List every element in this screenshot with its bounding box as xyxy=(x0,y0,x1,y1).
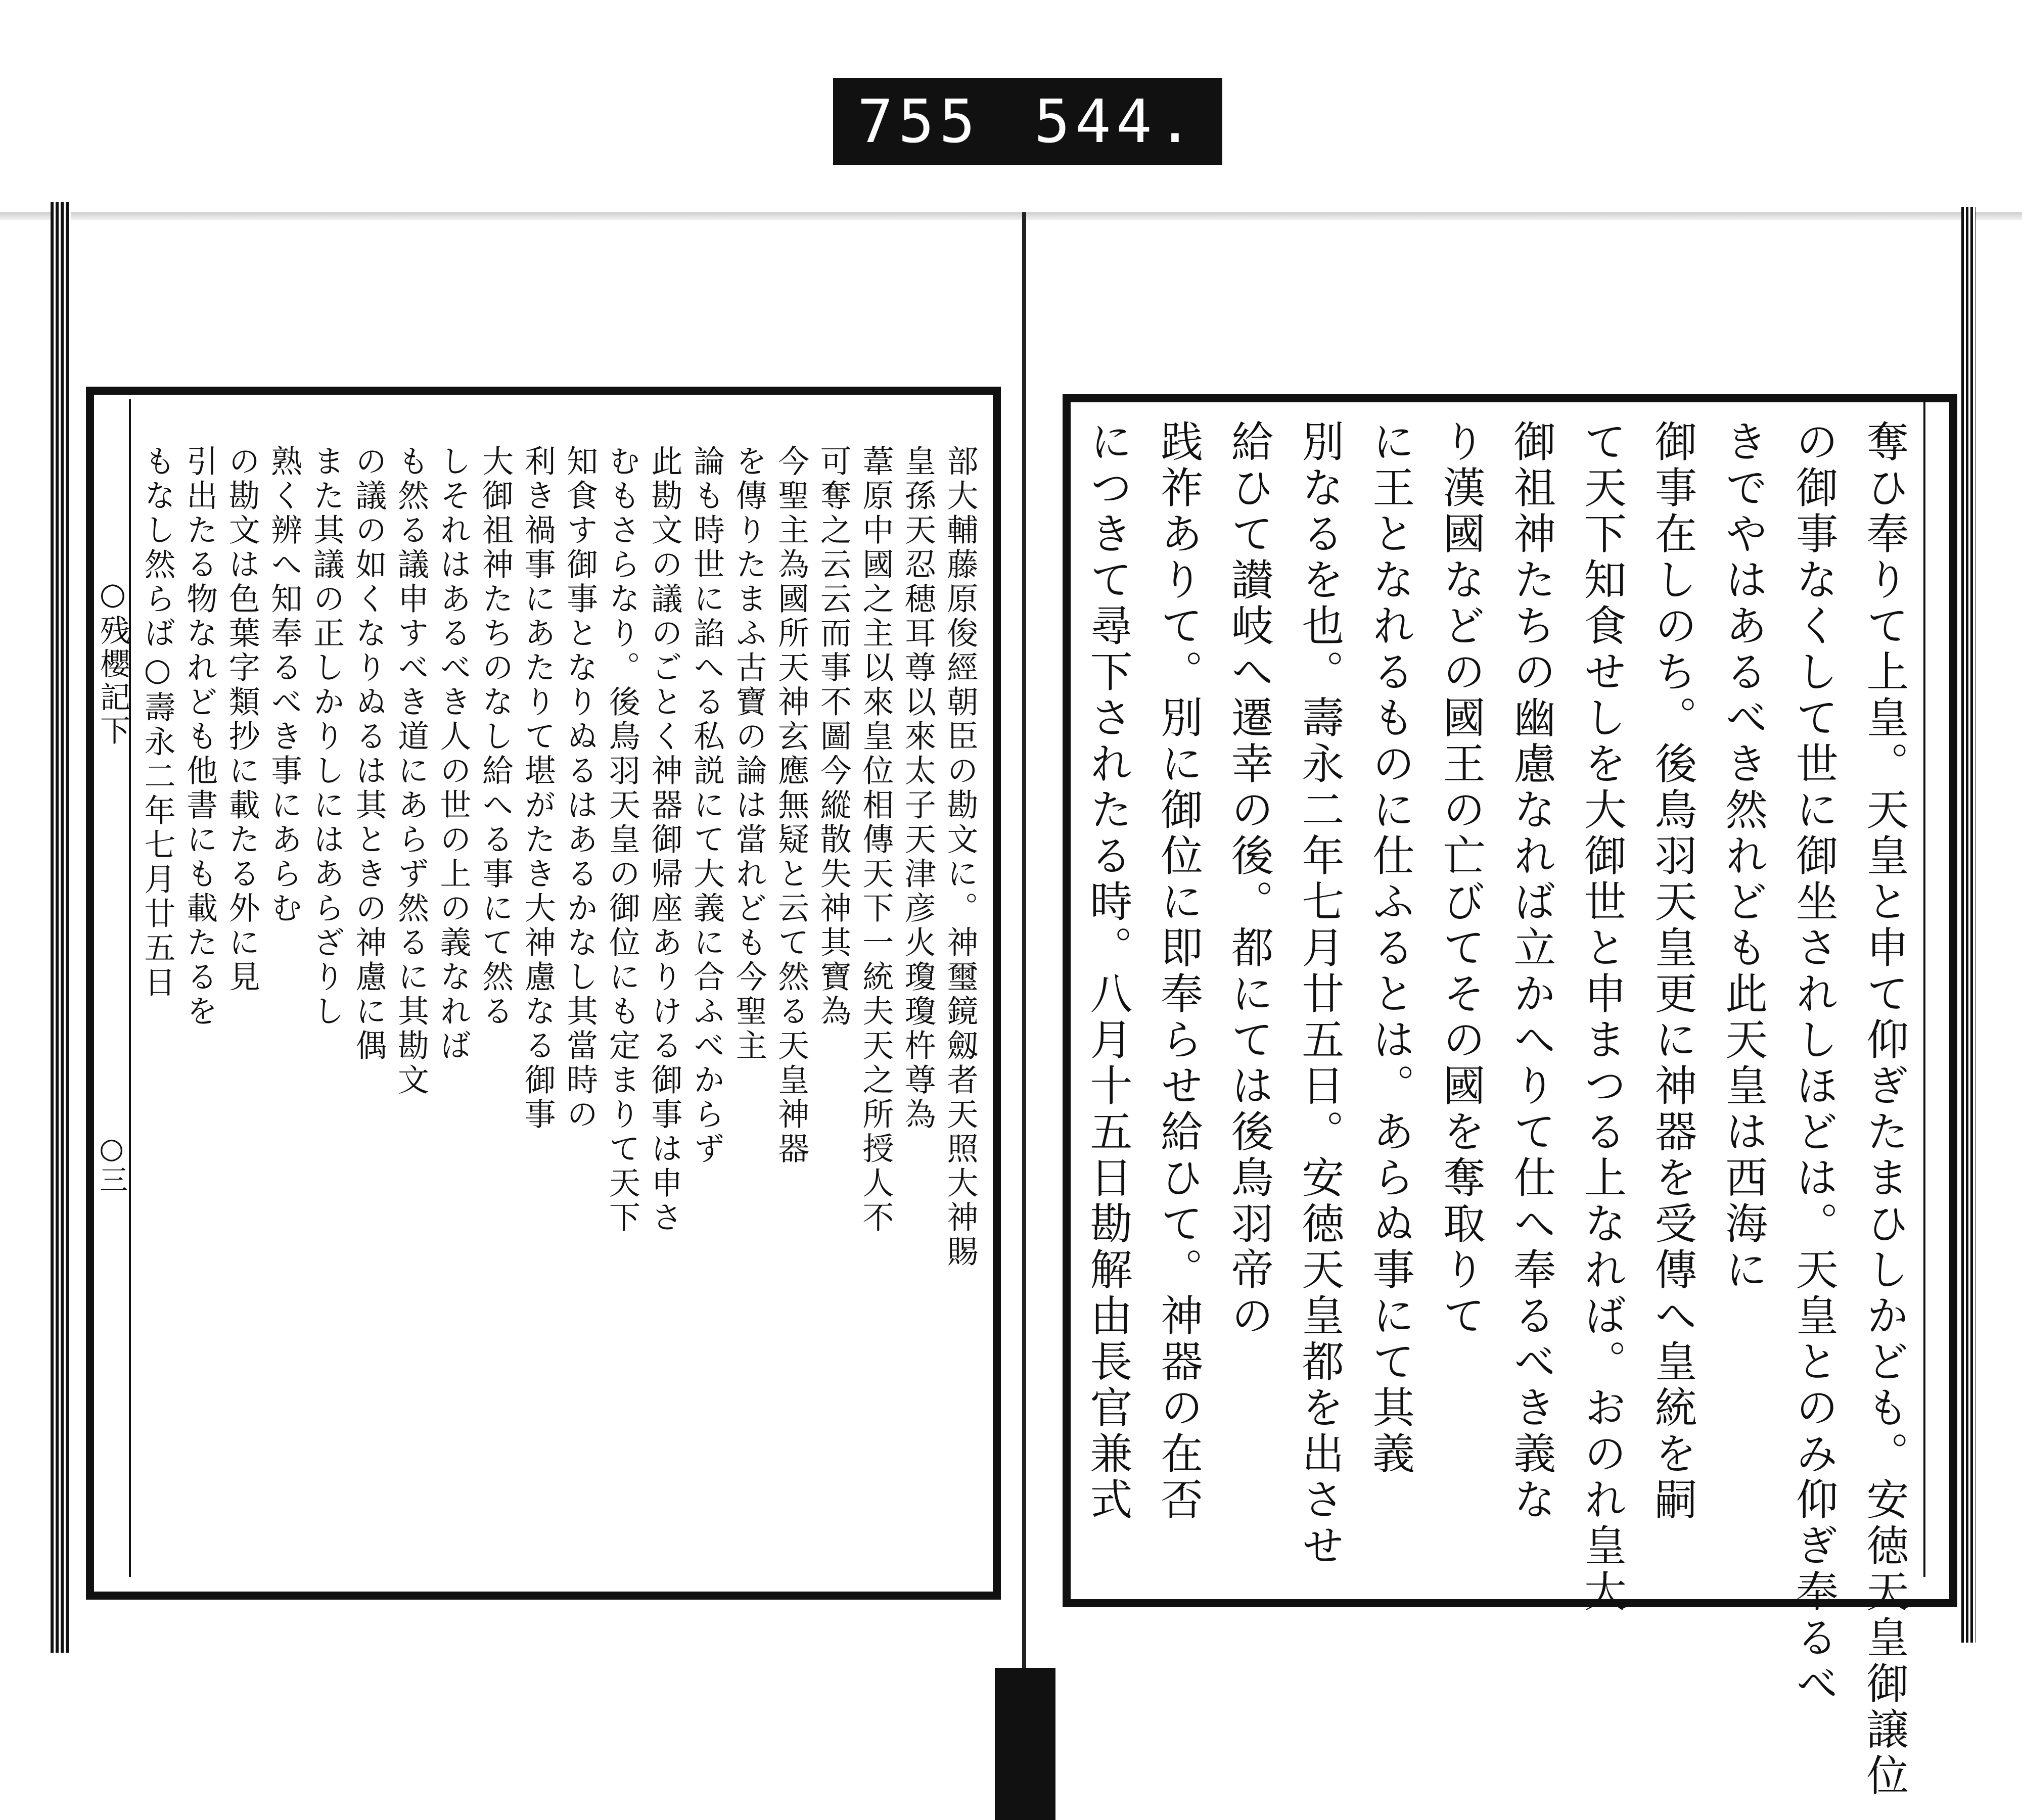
book-top-edge xyxy=(0,212,2022,220)
text-column: 熟く辨へ知奉るべき事にあらむ xyxy=(265,445,303,926)
right-page-text xyxy=(1083,419,1909,1799)
catalog-number-left: 755 xyxy=(857,86,981,156)
text-column: 可奪之云云而事不圖今縱散失神其寶為 xyxy=(815,445,852,1029)
text-column: 別なるを也。壽永二年七月廿五日。安徳天皇都を出させ xyxy=(1295,419,1345,1569)
text-column: を傳りたまふ古寶の論は當れども今聖主 xyxy=(730,445,768,1063)
text-column: 知食す御事となりぬるはあるかなし其當時の xyxy=(561,445,599,1132)
text-column: 葦原中國之主以來皇位相傳天下一統夫天之所授人不 xyxy=(857,445,894,1235)
text-column: 部大輔藤原俊經朝臣の勘文に。神璽鏡劔者天照大神賜 xyxy=(941,445,979,1270)
gutter-shadow xyxy=(995,1668,1055,1820)
text-column: もなし然らば○壽永二年七月廿五日 xyxy=(139,445,176,1000)
text-column: の御事なくして世に御坐されしほどは。天皇とのみ仰ぎ奉るべ xyxy=(1789,419,1839,1707)
text-column: も然る議申すべき道にあらず然るに其勘文 xyxy=(392,445,430,1098)
text-column: きでやはあるべき然れども此天皇は西海に xyxy=(1718,419,1768,1293)
text-column: て天下知食せしを大御世と申まつる上なれば。おのれ皇大 xyxy=(1577,419,1627,1615)
text-column: 論も時世に諂へる私説にて大義に合ふべからず xyxy=(688,445,725,1166)
text-column: 給ひて讃岐へ遷幸の後。都にては後鳥羽帝の xyxy=(1224,419,1274,1339)
text-column: 御事在しのち。後鳥羽天皇更に神器を受傳へ皇統を嗣 xyxy=(1648,419,1697,1523)
text-column: 今聖主為國所天神玄應無疑と云て然る天皇神器 xyxy=(772,445,810,1166)
text-column: 引出たる物なれども他書にも載たるを xyxy=(181,445,218,1029)
book-left-page-edges xyxy=(51,202,71,1653)
catalog-number-right: 544. xyxy=(1034,86,1198,156)
text-column: 利き禍事にあたりて堪がたき大神慮なる御事 xyxy=(519,445,557,1132)
text-column: 御祖神たちの幽慮なれば立かへりて仕へ奉るべき義な xyxy=(1506,419,1556,1523)
catalog-number-label xyxy=(833,78,1222,165)
text-column: 践祚ありて。別に御位に即奉らせ給ひて。神器の在否 xyxy=(1154,419,1204,1523)
text-column: 大御祖神たちのなし給へる事にて然る xyxy=(477,445,514,1029)
text-column: の議の如くなりぬるは其ときの神慮に偶 xyxy=(350,445,387,1063)
text-column: むもさらなり。後鳥羽天皇の御位にも定まりて天下 xyxy=(604,445,641,1235)
text-column: また其議の正しかりしにはあらざりし xyxy=(308,445,345,1029)
text-column: 皇孫天忍穂耳尊以來太子天津彦火瓊瓊杵尊為 xyxy=(899,445,937,1132)
book-right-page-edges xyxy=(1961,207,1975,1643)
text-column: しそれはあるべき人の世の上の義なれば xyxy=(435,445,472,1063)
text-column: 此勘文の議のごとく神器御帰座ありける御事は申さ xyxy=(646,445,683,1235)
text-column: り漢國などの國王の亡びてその國を奪取りて xyxy=(1436,419,1486,1339)
text-column: につきて尋下されたる時。八月十五日勘解由長官兼式 xyxy=(1083,419,1133,1523)
text-column: 奪ひ奉りて上皇。天皇と申て仰ぎたまひしかども。安徳天皇御譲位 xyxy=(1859,419,1909,1799)
running-head-title: ○残櫻記下 xyxy=(95,576,130,748)
text-column: の勘文は色葉字類抄に載たる外に見 xyxy=(223,445,261,995)
right-page-margin-rule xyxy=(1923,399,1925,1577)
text-column: に王となれるものに仕ふるとは。あらぬ事にて其義 xyxy=(1365,419,1415,1477)
running-head-page-number: ○三 xyxy=(95,1132,128,1193)
left-page-text xyxy=(139,445,979,1577)
book-gutter xyxy=(1022,212,1026,1668)
